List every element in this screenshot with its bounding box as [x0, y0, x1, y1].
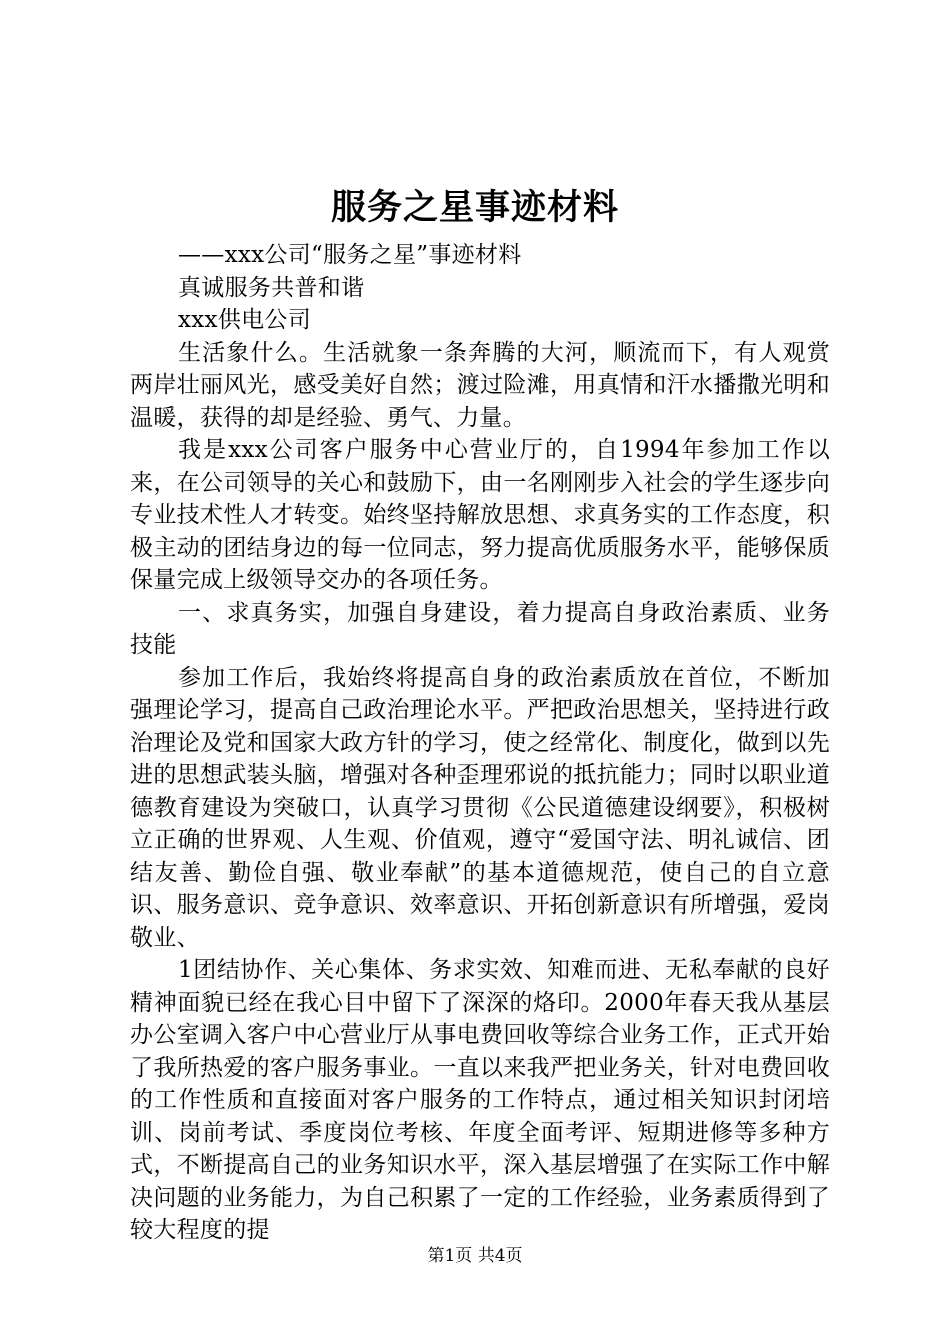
document-body [130, 239, 830, 1247]
paragraph: 1团结协作、关心集体、务求实效、知难而进、无私奉献的良好精神面貌已经在我心目中留下了深深的烙印。2000年春天我从基层办公室调入客户中心营业厅从事电费回收等综合业务工作，正式开始了我所热爱的客户服务事业。一直以来我严把业务关，针对电费回收的工作性质和直接面对客户服务的工作特点，通过相关知识封闭培训、岗前考试、季度岗位考核、年度全面考评、短期进修等多种方式，不断提高自己的业务知识水平，深入基层增强了在实际工作中解决问题的业务能力，为自己积累了一定的工作经验，业务素质得到了较大程度的提 [130, 957, 830, 1243]
paragraph: 我是xxx公司客户服务中心营业厅的，自1994年参加工作以来，在公司领导的关心和鼓励下，由一名刚刚步入社会的学生逐步向专业技术性人才转变。始终坚持解放思想、求真务实的工作态度，积极主动的团结身边的每一位同志，努力提高优质服务水平，能够保质保量完成上级领导交办的各项任务。 [130, 437, 830, 593]
page-footer: 第1页 共4页 [427, 1246, 523, 1266]
document-title: 服务之星事迹材料 [330, 187, 619, 228]
subtitle-line: ——xxx公司“服务之星”事迹材料 [178, 242, 522, 268]
paragraph: 生活象什么。生活就象一条奔腾的大河，顺流而下，有人观赏两岸壮丽风光，感受美好自然；渡过险滩，用真情和汗水播撒光明和温暖，获得的却是经验、勇气、力量。 [130, 339, 830, 431]
section-heading: 一、求真务实，加强自身建设，着力提高自身政治素质、业务技能 [130, 599, 830, 658]
paragraph: 参加工作后，我始终将提高自身的政治素质放在首位，不断加强理论学习，提高自己政治理论水平。严把政治思想关，坚持进行政治理论及党和国家大政方针的学习，使之经常化、制度化，做到以先进的思想武装头脑，增强对各种歪理邪说的抵抗能力；同时以职业道德教育建设为突破口，认真学习贯彻《公民道德建设纲要》，积极树立正确的世界观、人生观、价值观，遵守“爱国守法、明礼诚信、团结友善、勤俭自强、敬业奉献”的基本道德规范，使自己的自立意识、服务意识、竞争意识、效率意识、开拓创新意识有所增强，爱岗敬业、 [130, 664, 830, 951]
slogan-line: 真诚服务共普和谐 [178, 274, 365, 301]
company-line: xxx供电公司 [178, 307, 312, 333]
